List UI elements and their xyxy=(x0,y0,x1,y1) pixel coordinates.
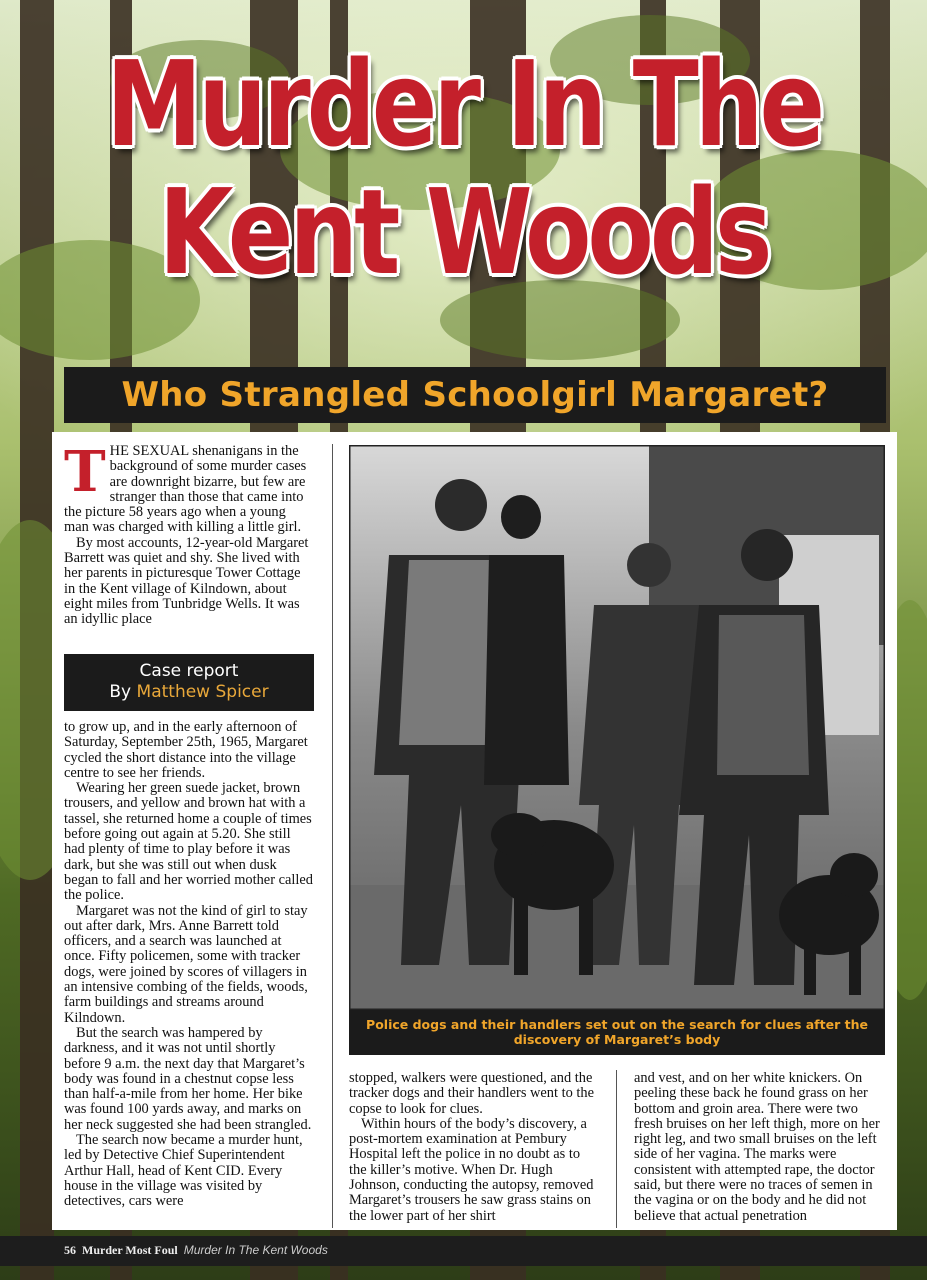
body-paragraph: Within hours of the body’s discovery, a post-mortem examination at Pembury Hospital left the police in no doubt as to the killer’s motive. When Dr. Hugh Johnson, conducting the autopsy, removed Margaret’s trousers he saw grass stains on the lower part of her shirt xyxy=(349,1115,594,1224)
magazine-name: Murder Most Foul xyxy=(82,1243,178,1257)
column-2 xyxy=(349,1071,599,1229)
column-divider xyxy=(332,444,333,1228)
case-report-byline xyxy=(64,682,314,703)
byline-prefix: By xyxy=(109,682,132,702)
police-dogs-photo xyxy=(349,445,885,1010)
body-paragraph: stopped, walkers were questioned, and the tracker dogs and their handlers went to the copse to look for clues. xyxy=(349,1070,594,1117)
case-report-box xyxy=(64,654,314,711)
column-1-bottom xyxy=(64,720,314,1228)
body-paragraph: Margaret was not the kind of girl to stay out after dark, Mrs. Anne Barrett told officers, and a search was launched at once. Fifty policemen, some with tracker dogs, were joined by scores of villagers in an intensive combing of the fields, woods, farm buildings and streams around Kilndown. xyxy=(64,902,308,1026)
column-1-top xyxy=(64,439,314,644)
intro-paragraph xyxy=(64,439,314,536)
case-report-label: Case report xyxy=(139,661,239,681)
subtitle: Who Strangled Schoolgirl Margaret? xyxy=(121,375,829,415)
body-paragraph: and vest, and on her white knickers. On peeling these back he found grass on her bottom and groin area. There were two fresh bruises on her left thigh, more on her right leg, and two small bruises on the left side of her vagina. The marks were consistent with attempted rape, the doctor said, but there were no traces of semen in the vagina or on the body and he did not believe that actual penetration xyxy=(634,1070,880,1224)
body-paragraph: The search now became a murder hunt, led by Detective Chief Superintendent Arthur Hall, head of Kent CID. Every house in the village was visited by detectives, cars were xyxy=(64,1132,303,1210)
headline-line-1: Murder In The xyxy=(106,35,821,173)
page-number: 56 xyxy=(64,1243,76,1257)
column-divider xyxy=(616,1070,617,1228)
column-3 xyxy=(634,1071,885,1229)
headline-line-2: Kent Woods xyxy=(158,163,769,301)
running-title: Murder In The Kent Woods xyxy=(183,1243,328,1257)
author-name: Matthew Spicer xyxy=(136,682,269,702)
folio xyxy=(64,1240,328,1260)
body-paragraph: to grow up, and in the early afternoon of Saturday, September 25th, 1965, Margaret cycled the short distance into the village centre to see her friends. xyxy=(64,719,308,781)
body-paragraph: But the search was hampered by darkness, and it was not until shortly before 9 a.m. the next day that Margaret’s body was found in a chestnut copse less than half-a-mile from her home. Her bike was found 100 yards away, and marks on her neck suggested she had been strangled. xyxy=(64,1024,312,1133)
intro-text: HE SEXUAL shenanigans in the background of some murder cases are downright bizarre, but few are stranger than those that came into the picture 58 years ago when a young man was charged with killing a little girl. xyxy=(64,443,307,536)
drop-cap: T xyxy=(64,439,106,505)
body-paragraph: By most accounts, 12-year-old Margaret Barrett was quiet and shy. She lived with her parents in picturesque Tower Cottage in the Kent village of Kilndown, about eight miles from Tunbridge Wells. It was an idyllic place xyxy=(64,534,309,628)
body-paragraph: Wearing her green suede jacket, brown trousers, and yellow and brown hat with a tassel, she returned home a couple of times before going out again at 5.20. She still had plenty of time to play before it was dark, but she was still out when dusk began to fall and her worried mother called the police. xyxy=(64,780,313,904)
photo-caption: Police dogs and their handlers set out on the search for clues after the discovery of Margaret’s body xyxy=(349,1010,885,1055)
headline xyxy=(83,35,843,301)
